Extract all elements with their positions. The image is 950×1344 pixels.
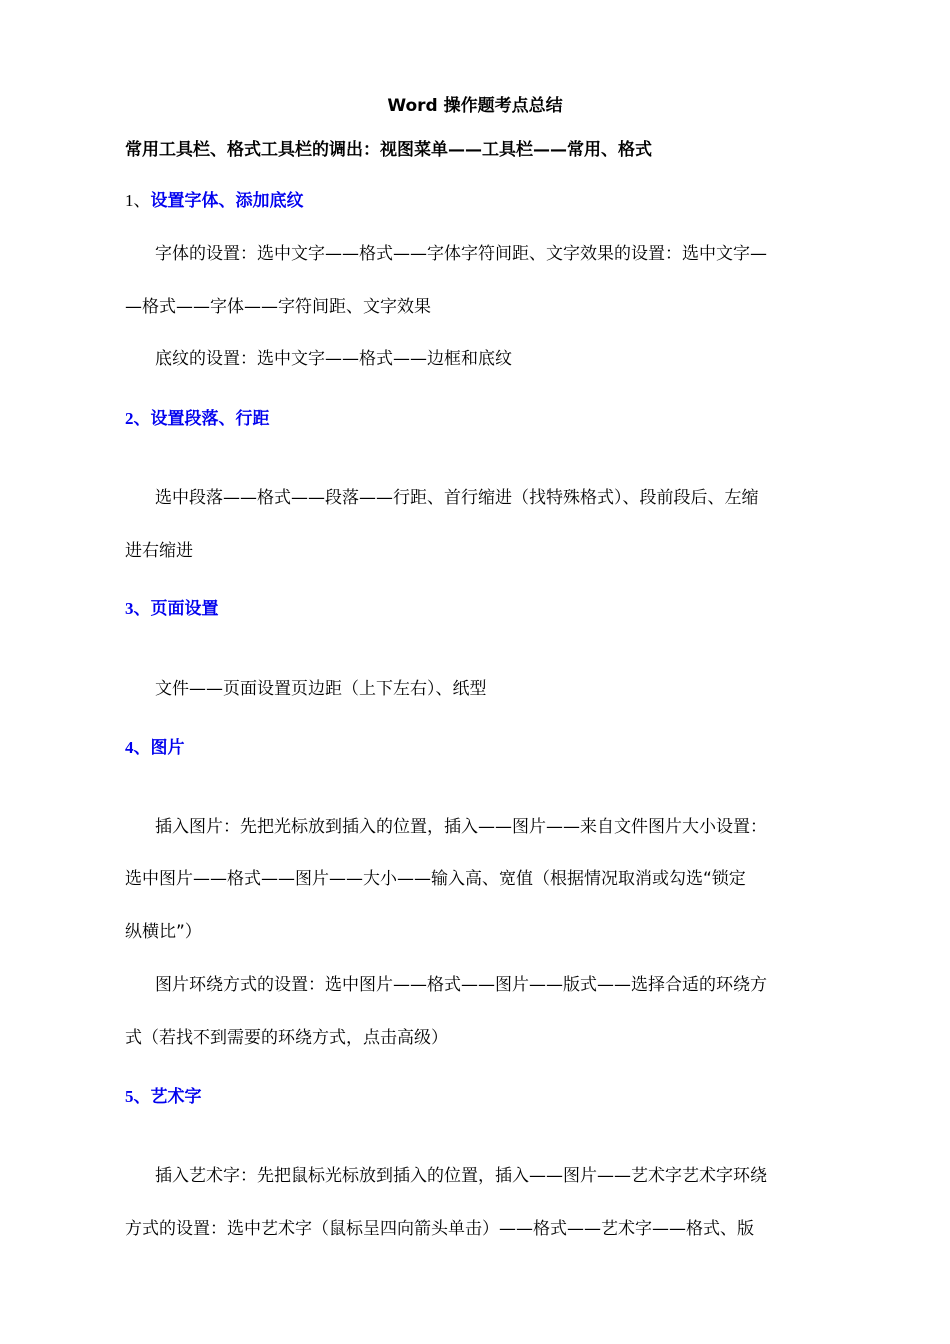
section-heading-1 [125, 189, 850, 213]
section-title: 设置段落、行距 [150, 409, 270, 429]
paragraph-line: 图片环绕方式的设置：选中图片——格式——图片——版式——选择合适的环绕方 [155, 975, 767, 995]
page-title: Word 操作题考点总结 [387, 96, 563, 116]
section-title: 页面设置 [150, 599, 219, 619]
paragraph-line: —格式——字体——字符间距、文字效果 [125, 297, 431, 317]
paragraph-line: 进右缩进 [125, 541, 193, 561]
section-heading-3 [125, 597, 850, 621]
paragraph-line: 纵横比”） [125, 922, 202, 942]
paragraph-line: 选中段落——格式——段落——行距、首行缩进（找特殊格式）、段前段后、左缩 [155, 488, 759, 508]
section-title: 图片 [150, 738, 185, 758]
section-number: 4、 [125, 738, 151, 757]
section-number: 5、 [125, 1087, 151, 1106]
paragraph-line: 插入图片：先把光标放到插入的位置，插入——图片——来自文件图片大小设置： [155, 817, 767, 837]
section-title: 艺术字 [150, 1087, 202, 1107]
paragraph-line: 方式的设置：选中艺术字（鼠标呈四向箭头单击）——格式——艺术字——格式、版 [125, 1219, 754, 1239]
intro-line: 常用工具栏、格式工具栏的调出：视图菜单——工具栏——常用、格式 [125, 140, 652, 160]
section-title: 设置字体、添加底纹 [150, 191, 304, 211]
section-number: 2、 [125, 409, 151, 428]
section-number: 3、 [125, 599, 151, 618]
paragraph-line: 插入艺术字：先把鼠标光标放到插入的位置，插入——图片——艺术字艺术字环绕 [155, 1166, 767, 1186]
section-heading-2 [125, 407, 850, 431]
section-heading-5 [125, 1085, 850, 1109]
paragraph-line: 底纹的设置：选中文字——格式——边框和底纹 [155, 349, 512, 369]
section-heading-4 [125, 736, 850, 760]
paragraph-line: 字体的设置：选中文字——格式——字体字符间距、文字效果的设置：选中文字— [155, 244, 767, 264]
paragraph-line: 文件——页面设置页边距（上下左右）、纸型 [155, 679, 487, 699]
section-number: 1、 [125, 191, 151, 210]
paragraph-line: 式（若找不到需要的环绕方式，点击高级） [125, 1028, 448, 1048]
paragraph-line: 选中图片——格式——图片——大小——输入高、宽值（根据情况取消或勾选“锁定 [125, 869, 746, 889]
